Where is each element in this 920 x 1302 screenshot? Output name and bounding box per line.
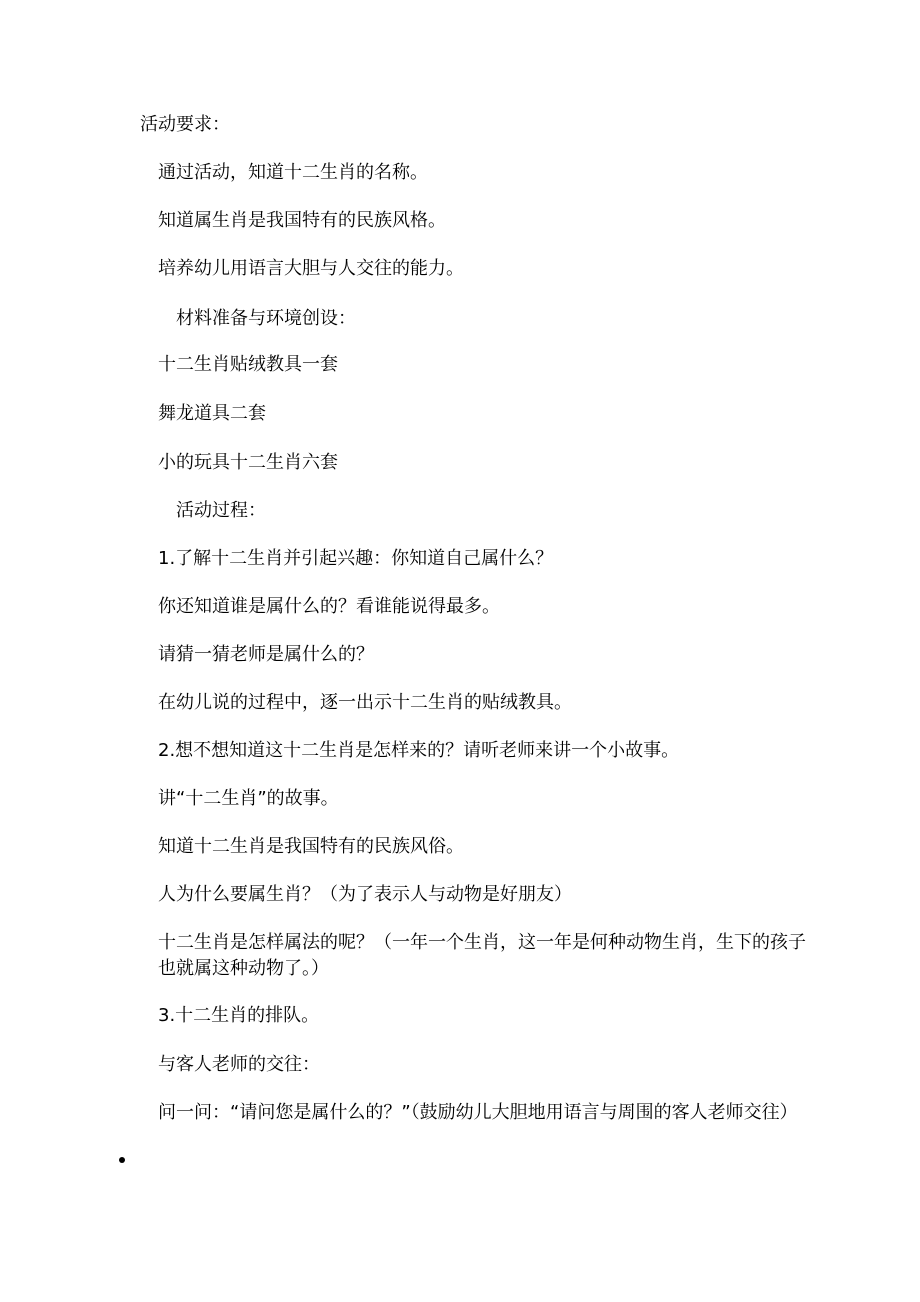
requirement-item: 通过活动，知道十二生肖的名称。	[158, 162, 428, 183]
process-item: 十二生肖是怎样属法的呢？（一年一个生肖，这一年是何种动物生肖，生下的孩子也就属这种动物了。）	[158, 932, 806, 979]
process-item: 人为什么要属生肖？（为了表示人与动物是好朋友）	[158, 884, 572, 905]
process-item: 1.了解十二生肖并引起兴趣：你知道自己属什么？	[158, 548, 554, 569]
process-item: 请猜一猜老师是属什么的？	[158, 644, 374, 665]
material-item: 舞龙道具二套	[158, 403, 266, 424]
process-heading: 活动过程：	[176, 500, 266, 521]
process-item: 与客人老师的交往：	[158, 1054, 320, 1075]
process-item: 在幼儿说的过程中，逐一出示十二生肖的贴绒教具。	[158, 692, 572, 713]
process-item: 你还知道谁是属什么的？看谁能说得最多。	[158, 596, 500, 617]
requirement-item: 知道属生肖是我国特有的民族风格。	[158, 210, 446, 231]
process-item: 3.十二生肖的排队。	[158, 1005, 320, 1026]
bullet-marker	[119, 1157, 125, 1163]
material-item: 十二生肖贴绒教具一套	[158, 354, 338, 375]
materials-heading: 材料准备与环境创设：	[176, 308, 356, 329]
material-item: 小的玩具十二生肖六套	[158, 452, 338, 473]
process-item: 知道十二生肖是我国特有的民族风俗。	[158, 836, 464, 857]
process-item: 问一问：“请问您是属什么的？”（鼓励幼儿大胆地用语言与周围的客人老师交往）	[158, 1102, 798, 1123]
requirements-heading: 活动要求：	[140, 114, 230, 135]
requirement-item: 培养幼儿用语言大胆与人交往的能力。	[158, 258, 464, 279]
process-item: 2.想不想知道这十二生肖是怎样来的？请听老师来讲一个小故事。	[158, 740, 680, 761]
process-item: 讲“十二生肖”的故事。	[158, 788, 339, 809]
